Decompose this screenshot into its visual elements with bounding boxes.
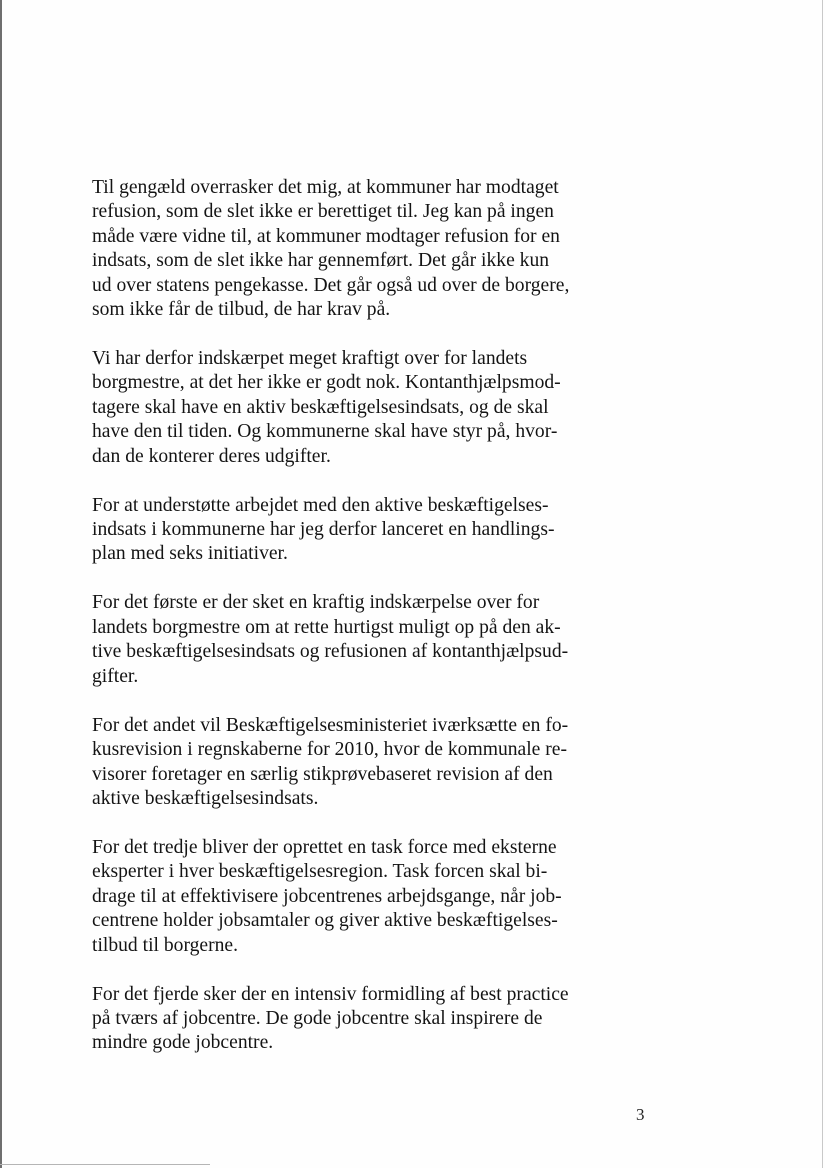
page-number: 3 [636, 1105, 645, 1124]
text-line: ud over statens pengekasse. Det går også ud over de borgere, [92, 274, 570, 296]
text-line: indsats i kommunerne har jeg derfor lanceret en handlings- [92, 519, 555, 541]
text-line: have den til tiden. Og kommunerne skal have styr på, hvor- [92, 421, 558, 443]
text-line: aktive beskæftigelsesindsats. [92, 787, 319, 809]
text-line: på tværs af jobcentre. De gode jobcentre skal inspirere de [92, 1007, 543, 1029]
text-line: kusrevision i regnskaberne for 2010, hvor de kommunale re- [92, 739, 568, 761]
text-line: For det fjerde sker der en intensiv formidling af best practice [92, 983, 569, 1005]
paragraph [92, 983, 622, 1056]
text-line: tilbud til borgerne. [92, 934, 239, 956]
scan-edge-bottom [0, 1164, 210, 1165]
paragraph [92, 714, 622, 812]
paragraph [92, 176, 622, 322]
text-line: drage til at effektivisere jobcentrenes arbejdsgange, når job- [92, 885, 562, 907]
text-line: Vi har derfor indskærpet meget kraftigt over for landets [92, 348, 528, 370]
text-line: eksperter i hver beskæftigelsesregion. Task forcen skal bi- [92, 861, 548, 883]
text-line: landets borgmestre om at rette hurtigst muligt op på den ak- [92, 616, 561, 638]
paragraph [92, 347, 622, 469]
text-line: For at understøtte arbejdet med den aktive beskæftigelses- [92, 494, 549, 516]
text-line: tagere skal have en aktiv beskæftigelsesindsats, og de skal [92, 396, 549, 418]
text-line: indsats, som de slet ikke har gennemført. Det går ikke kun [92, 250, 550, 272]
text-line: gifter. [92, 665, 139, 687]
text-line: borgmestre, at det her ikke er godt nok. Kontanthjælpsmod- [92, 372, 561, 394]
text-line: For det første er der sket en kraftig indskærpelse over for [92, 592, 540, 614]
paragraph [92, 494, 622, 567]
text-line: Til gengæld overrasker det mig, at kommuner har modtaget [92, 177, 559, 198]
scan-edge-right [822, 0, 823, 1168]
text-line: mindre gode jobcentre. [92, 1032, 274, 1054]
paragraph [92, 591, 622, 689]
text-line: centrene holder jobsamtaler og giver aktive beskæftigelses- [92, 910, 558, 932]
body-text [92, 176, 622, 1080]
text-line: tive beskæftigelsesindsats og refusionen af kontanthjælpsud- [92, 641, 569, 663]
text-line: visorer foretager en særlig stikprøvebaseret revision af den [92, 763, 553, 785]
text-line: plan med seks initiativer. [92, 543, 288, 565]
scan-edge-left [0, 0, 2, 1168]
text-line: refusion, som de slet ikke er berettiget til. Jeg kan på ingen [92, 201, 554, 223]
text-line: som ikke får de tilbud, de har krav på. [92, 299, 391, 321]
text-line: For det andet vil Beskæftigelsesministeriet iværksætte en fo- [92, 714, 569, 736]
text-line: måde være vidne til, at kommuner modtager refusion for en [92, 225, 560, 247]
text-line: dan de konterer deres udgifter. [92, 445, 331, 467]
paragraph [92, 836, 622, 958]
text-line: For det tredje bliver der oprettet en task force med eksterne [92, 836, 557, 858]
